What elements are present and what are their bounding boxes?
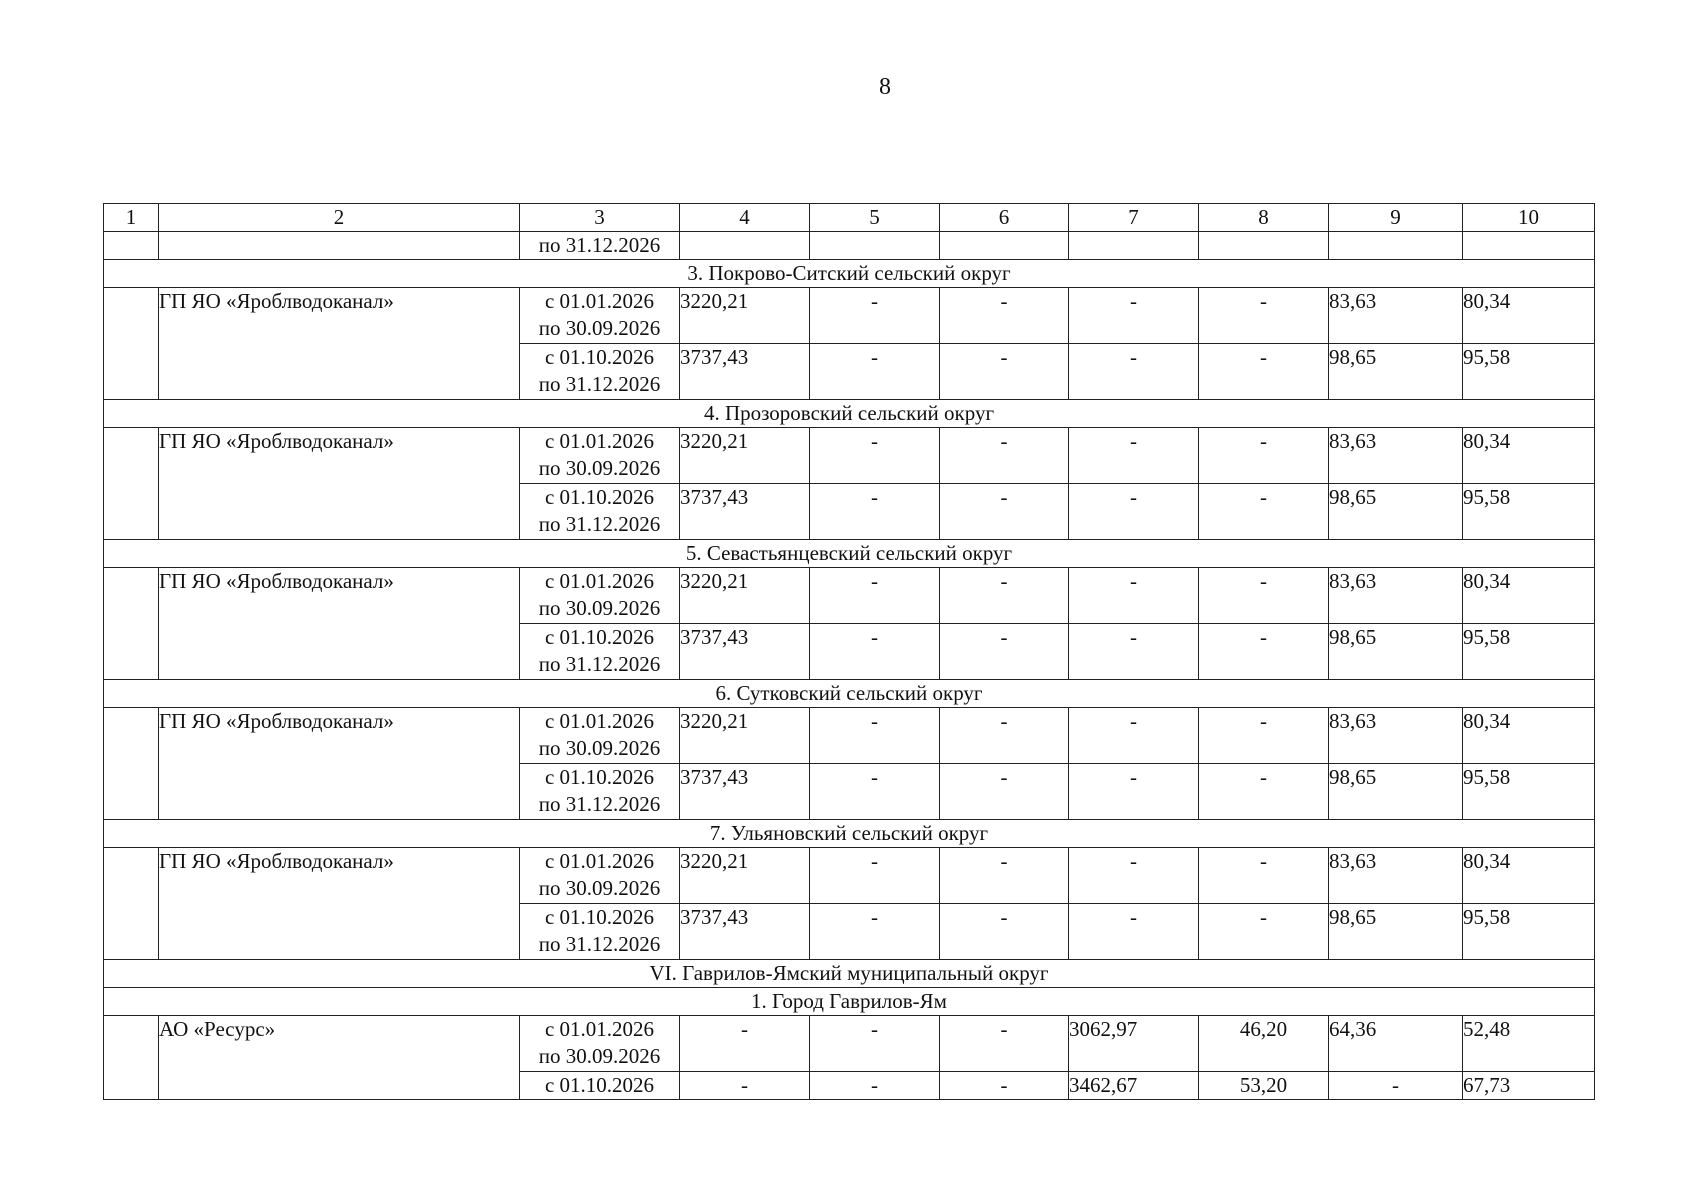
value-cell-8: - xyxy=(1199,708,1329,764)
header-cell: 10 xyxy=(1463,204,1595,232)
section-row xyxy=(104,680,1595,708)
page-number: 8 xyxy=(879,74,891,100)
value-cell-8: - xyxy=(1199,624,1329,680)
period-cell xyxy=(520,428,680,484)
value-cell-6: - xyxy=(940,428,1069,484)
value-cell-4: 3737,43 xyxy=(680,904,810,960)
value-cell-8: - xyxy=(1199,484,1329,540)
subsection-row xyxy=(104,988,1595,1016)
organization-cell: ГП ЯО «Яроблводоканал» xyxy=(159,568,520,680)
subsection-row-title: 1. Город Гаврилов-Ям xyxy=(104,988,1595,1016)
row-number-cell xyxy=(104,848,159,960)
period-to: по 31.12.2026 xyxy=(538,512,661,536)
value-cell-9: 83,63 xyxy=(1329,288,1463,344)
value-cell-4: 3737,43 xyxy=(680,764,810,820)
table-row xyxy=(104,848,1595,904)
table-row xyxy=(104,1016,1595,1072)
period-cell xyxy=(520,484,680,540)
value-cell-8: 53,20 xyxy=(1199,1072,1329,1100)
section-row xyxy=(104,400,1595,428)
value-cell-5: - xyxy=(810,848,940,904)
value-cell-10: 95,58 xyxy=(1463,764,1595,820)
value-cell-6: - xyxy=(940,568,1069,624)
period-cell xyxy=(520,1016,680,1072)
value-cell-7: - xyxy=(1069,848,1199,904)
value-cell-10: 95,58 xyxy=(1463,624,1595,680)
period-from: с 01.01.2026 xyxy=(544,849,655,873)
value-cell-4: - xyxy=(680,1072,810,1100)
section-row xyxy=(104,540,1595,568)
value-cell-10: 95,58 xyxy=(1463,484,1595,540)
period-from: с 01.10.2026 xyxy=(544,1073,655,1097)
value-cell-8: - xyxy=(1199,344,1329,400)
period-from: с 01.01.2026 xyxy=(544,569,655,593)
period-cell xyxy=(520,1072,680,1100)
row-number-cell xyxy=(104,708,159,820)
value-cell-7: - xyxy=(1069,568,1199,624)
value-cell-6: - xyxy=(940,904,1069,960)
period-from: с 01.01.2026 xyxy=(544,1017,655,1041)
period-to: по 30.09.2026 xyxy=(538,1044,661,1068)
value-cell-7: - xyxy=(1069,764,1199,820)
value-cell-7: - xyxy=(1069,428,1199,484)
period-to: по 30.09.2026 xyxy=(538,316,661,340)
header-cell: 3 xyxy=(520,204,680,232)
header-row xyxy=(104,204,1595,232)
value-cell-8: 46,20 xyxy=(1199,1016,1329,1072)
period-to: по 30.09.2026 xyxy=(538,736,661,760)
value-cell-9: 98,65 xyxy=(1329,624,1463,680)
table-cell xyxy=(1199,232,1329,260)
value-cell-9: 83,63 xyxy=(1329,708,1463,764)
value-cell-9: 98,65 xyxy=(1329,484,1463,540)
continuation-row xyxy=(104,232,1595,260)
value-cell-9: - xyxy=(1329,1072,1463,1100)
value-cell-4: 3737,43 xyxy=(680,484,810,540)
value-cell-4: 3737,43 xyxy=(680,624,810,680)
value-cell-7: - xyxy=(1069,288,1199,344)
table-row xyxy=(104,568,1595,624)
value-cell-5: - xyxy=(810,428,940,484)
value-cell-10: 80,34 xyxy=(1463,848,1595,904)
header-cell: 8 xyxy=(1199,204,1329,232)
value-cell-10: 80,34 xyxy=(1463,288,1595,344)
value-cell-9: 83,63 xyxy=(1329,848,1463,904)
value-cell-4: 3220,21 xyxy=(680,708,810,764)
table-row xyxy=(104,708,1595,764)
table-cell xyxy=(159,232,520,260)
value-cell-6: - xyxy=(940,484,1069,540)
header-cell: 7 xyxy=(1069,204,1199,232)
value-cell-7: - xyxy=(1069,344,1199,400)
period-cell xyxy=(520,764,680,820)
value-cell-4: 3220,21 xyxy=(680,428,810,484)
value-cell-6: - xyxy=(940,344,1069,400)
period-to: по 30.09.2026 xyxy=(538,876,661,900)
value-cell-5: - xyxy=(810,904,940,960)
value-cell-8: - xyxy=(1199,288,1329,344)
value-cell-7: - xyxy=(1069,624,1199,680)
value-cell-4: 3220,21 xyxy=(680,848,810,904)
tariff-table xyxy=(103,203,1595,1100)
header-cell: 6 xyxy=(940,204,1069,232)
value-cell-8: - xyxy=(1199,904,1329,960)
table-cell xyxy=(1329,232,1463,260)
value-cell-9: 98,65 xyxy=(1329,764,1463,820)
period-cell xyxy=(520,568,680,624)
table-cell xyxy=(680,232,810,260)
value-cell-5: - xyxy=(810,764,940,820)
organization-cell: ГП ЯО «Яроблводоканал» xyxy=(159,708,520,820)
period-from: с 01.01.2026 xyxy=(544,709,655,733)
period-to: по 31.12.2026 xyxy=(538,372,661,396)
period-from: с 01.01.2026 xyxy=(544,289,655,313)
section-row-title: 7. Ульяновский сельский округ xyxy=(104,820,1595,848)
value-cell-7: - xyxy=(1069,904,1199,960)
table-cell xyxy=(1463,232,1595,260)
period-from: с 01.01.2026 xyxy=(544,429,655,453)
row-number-cell xyxy=(104,568,159,680)
value-cell-5: - xyxy=(810,624,940,680)
period-to: по 31.12.2026 xyxy=(538,792,661,816)
header-cell: 1 xyxy=(104,204,159,232)
value-cell-9: 64,36 xyxy=(1329,1016,1463,1072)
section-row xyxy=(104,260,1595,288)
value-cell-10: 95,58 xyxy=(1463,344,1595,400)
district-row-title: VI. Гаврилов-Ямский муниципальный округ xyxy=(104,960,1595,988)
period-from: с 01.10.2026 xyxy=(544,345,655,369)
period-to: по 31.12.2026 xyxy=(538,932,661,956)
value-cell-10: 95,58 xyxy=(1463,904,1595,960)
value-cell-8: - xyxy=(1199,764,1329,820)
period-cell xyxy=(520,288,680,344)
row-number-cell xyxy=(104,428,159,540)
header-cell: 2 xyxy=(159,204,520,232)
value-cell-5: - xyxy=(810,1072,940,1100)
section-row-title: 6. Сутковский сельский округ xyxy=(104,680,1595,708)
period-cell xyxy=(520,904,680,960)
period-from: с 01.10.2026 xyxy=(544,905,655,929)
value-cell-5: - xyxy=(810,568,940,624)
period-cell xyxy=(520,232,680,260)
value-cell-4: - xyxy=(680,1016,810,1072)
organization-cell: ГП ЯО «Яроблводоканал» xyxy=(159,848,520,960)
organization-cell: ГП ЯО «Яроблводоканал» xyxy=(159,428,520,540)
value-cell-6: - xyxy=(940,1016,1069,1072)
value-cell-5: - xyxy=(810,288,940,344)
period-cell xyxy=(520,708,680,764)
value-cell-6: - xyxy=(940,624,1069,680)
value-cell-8: - xyxy=(1199,848,1329,904)
district-row xyxy=(104,960,1595,988)
table-row xyxy=(104,288,1595,344)
table-cell xyxy=(104,232,159,260)
value-cell-4: 3737,43 xyxy=(680,344,810,400)
value-cell-4: 3220,21 xyxy=(680,288,810,344)
header-cell: 5 xyxy=(810,204,940,232)
header-cell: 4 xyxy=(680,204,810,232)
value-cell-9: 83,63 xyxy=(1329,428,1463,484)
period-to: по 30.09.2026 xyxy=(538,596,661,620)
period-from: с 01.10.2026 xyxy=(544,625,655,649)
section-row-title: 4. Прозоровский сельский округ xyxy=(104,400,1595,428)
value-cell-10: 80,34 xyxy=(1463,428,1595,484)
value-cell-10: 67,73 xyxy=(1463,1072,1595,1100)
section-row-title: 3. Покрово-Ситский сельский округ xyxy=(104,260,1595,288)
period-to: по 31.12.2026 xyxy=(538,652,661,676)
value-cell-5: - xyxy=(810,344,940,400)
table-cell xyxy=(1069,232,1199,260)
period-from: с 01.10.2026 xyxy=(544,485,655,509)
value-cell-8: - xyxy=(1199,568,1329,624)
table-body xyxy=(104,204,1595,1100)
period-cell xyxy=(520,848,680,904)
period-cell xyxy=(520,344,680,400)
section-row xyxy=(104,820,1595,848)
value-cell-6: - xyxy=(940,288,1069,344)
value-cell-7: 3462,67 xyxy=(1069,1072,1199,1100)
value-cell-10: 52,48 xyxy=(1463,1016,1595,1072)
section-row-title: 5. Севастьянцевский сельский округ xyxy=(104,540,1595,568)
value-cell-9: 98,65 xyxy=(1329,904,1463,960)
value-cell-6: - xyxy=(940,1072,1069,1100)
period-cell xyxy=(520,624,680,680)
value-cell-5: - xyxy=(810,1016,940,1072)
table-row xyxy=(104,428,1595,484)
period-to: по 31.12.2026 xyxy=(538,233,661,257)
header-cell: 9 xyxy=(1329,204,1463,232)
value-cell-5: - xyxy=(810,708,940,764)
value-cell-6: - xyxy=(940,708,1069,764)
row-number-cell xyxy=(104,288,159,400)
period-to: по 30.09.2026 xyxy=(538,456,661,480)
value-cell-7: - xyxy=(1069,708,1199,764)
period-from: с 01.10.2026 xyxy=(544,765,655,789)
organization-cell: АО «Ресурс» xyxy=(159,1016,520,1100)
value-cell-9: 98,65 xyxy=(1329,344,1463,400)
value-cell-10: 80,34 xyxy=(1463,708,1595,764)
value-cell-7: - xyxy=(1069,484,1199,540)
value-cell-4: 3220,21 xyxy=(680,568,810,624)
value-cell-10: 80,34 xyxy=(1463,568,1595,624)
value-cell-9: 83,63 xyxy=(1329,568,1463,624)
row-number-cell xyxy=(104,1016,159,1100)
value-cell-6: - xyxy=(940,848,1069,904)
organization-cell: ГП ЯО «Яроблводоканал» xyxy=(159,288,520,400)
value-cell-6: - xyxy=(940,764,1069,820)
table-cell xyxy=(810,232,940,260)
table-cell xyxy=(940,232,1069,260)
value-cell-7: 3062,97 xyxy=(1069,1016,1199,1072)
value-cell-8: - xyxy=(1199,428,1329,484)
value-cell-5: - xyxy=(810,484,940,540)
